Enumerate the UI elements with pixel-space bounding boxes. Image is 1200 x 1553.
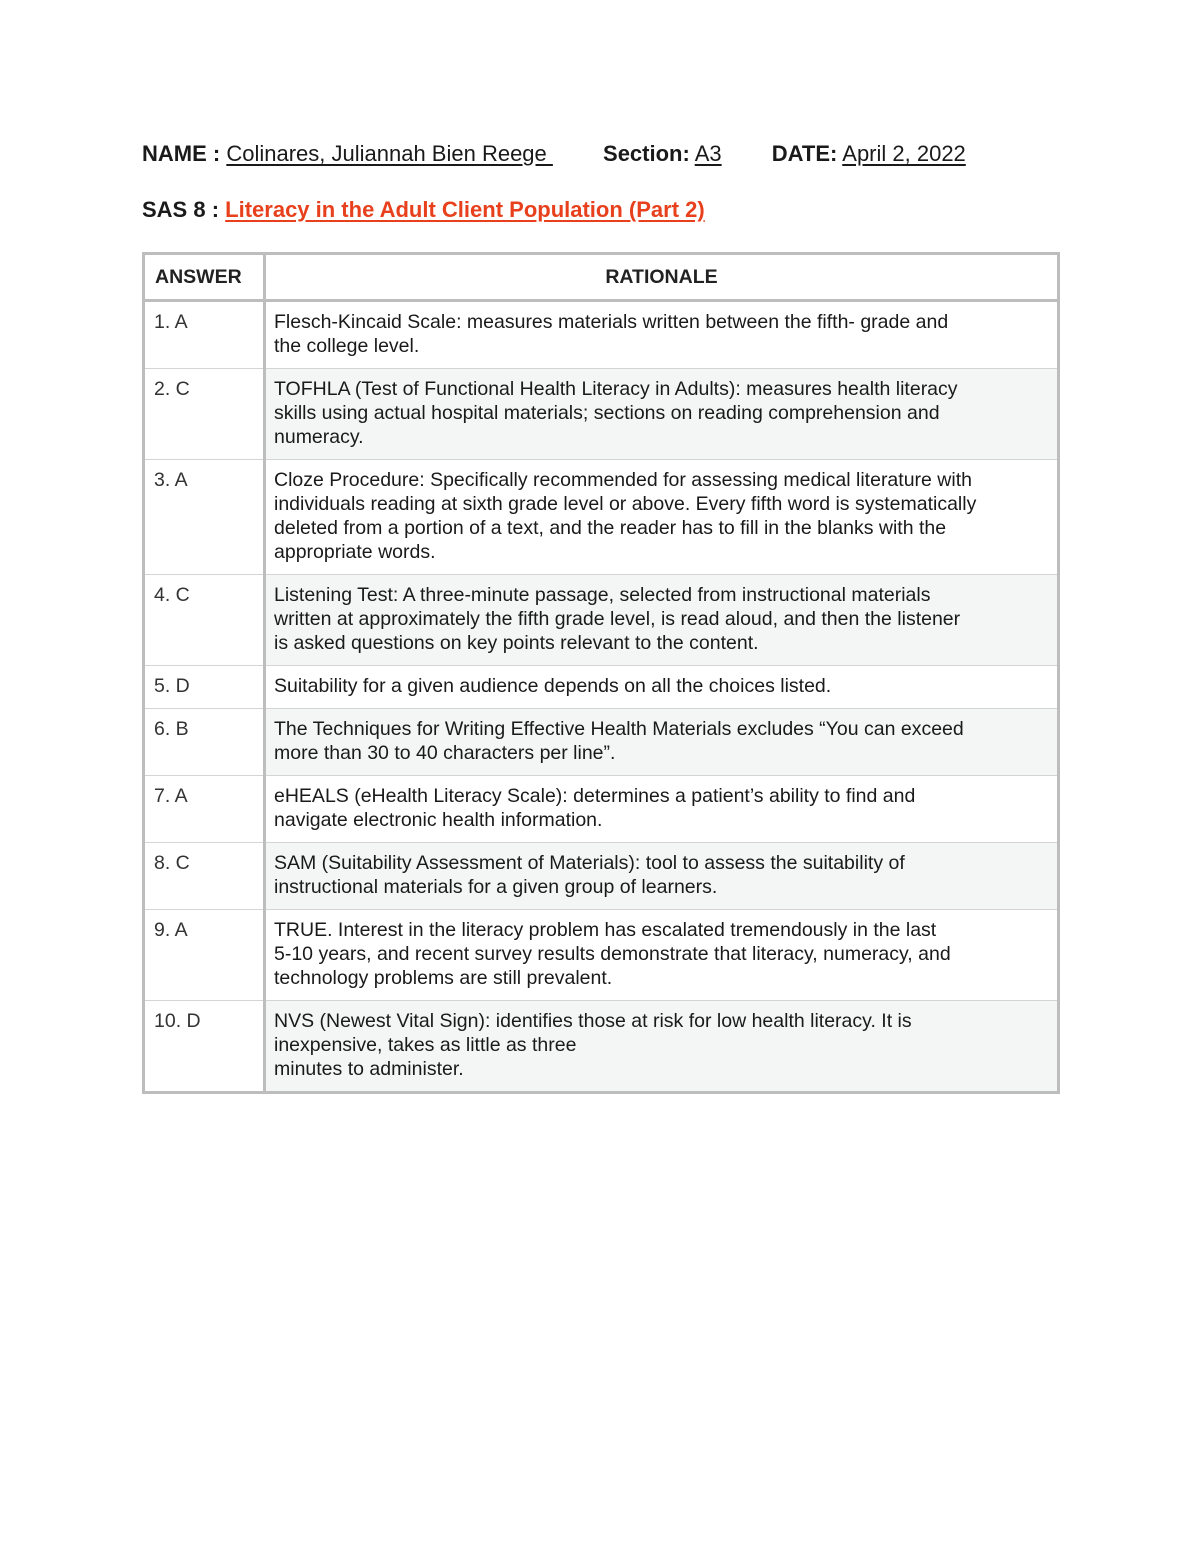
sas-title-line bbox=[142, 196, 705, 224]
rationale-cell bbox=[265, 709, 1059, 776]
answer-cell: 5. D bbox=[144, 666, 265, 709]
table-row bbox=[144, 910, 1059, 1001]
rationale-cell bbox=[265, 301, 1059, 369]
rationale-line: instructional materials for a given group of learners. bbox=[274, 876, 718, 898]
rationale-cell bbox=[265, 369, 1059, 460]
answer-cell: 2. C bbox=[144, 369, 265, 460]
rationale-line: more than 30 to 40 characters per line”. bbox=[274, 742, 616, 764]
table-row bbox=[144, 776, 1059, 843]
answer-table bbox=[142, 252, 1060, 1094]
answer-cell: 1. A bbox=[144, 301, 265, 369]
rationale-line: inexpensive, takes as little as three bbox=[274, 1034, 577, 1056]
rationale-cell bbox=[265, 843, 1059, 910]
answer-cell: 10. D bbox=[144, 1001, 265, 1093]
rationale-cell bbox=[265, 575, 1059, 666]
table-row bbox=[144, 369, 1059, 460]
answer-cell: 9. A bbox=[144, 910, 265, 1001]
rationale-column-header: RATIONALE bbox=[265, 254, 1059, 301]
rationale-line: eHEALS (eHealth Literacy Scale): determines a patient’s ability to find and bbox=[274, 785, 916, 807]
rationale-line: 5-10 years, and recent survey results demonstrate that literacy, numeracy, and bbox=[274, 943, 951, 965]
table-row bbox=[144, 1001, 1059, 1093]
rationale-cell bbox=[265, 666, 1059, 709]
answer-column-header: ANSWER bbox=[144, 254, 265, 301]
answer-cell: 7. A bbox=[144, 776, 265, 843]
rationale-line: Cloze Procedure: Specifically recommended for assessing medical literature with bbox=[274, 469, 972, 491]
section-value: A3 bbox=[694, 141, 722, 166]
rationale-line: NVS (Newest Vital Sign): identifies those at risk for low health literacy. It is bbox=[274, 1010, 912, 1032]
answer-cell: 8. C bbox=[144, 843, 265, 910]
table-row bbox=[144, 843, 1059, 910]
rationale-line: appropriate words. bbox=[274, 541, 436, 563]
rationale-line: Suitability for a given audience depends on all the choices listed. bbox=[274, 675, 832, 697]
rationale-line: individuals reading at sixth grade level or above. Every fifth word is systematically bbox=[274, 493, 977, 515]
rationale-line: Flesch-Kincaid Scale: measures materials written between the fifth- grade and bbox=[274, 311, 949, 333]
section-label: Section: bbox=[603, 141, 690, 166]
rationale-line: numeracy. bbox=[274, 426, 364, 448]
table-row bbox=[144, 666, 1059, 709]
answer-cell: 6. B bbox=[144, 709, 265, 776]
rationale-line: minutes to administer. bbox=[274, 1058, 464, 1080]
rationale-line: is asked questions on key points relevant to the content. bbox=[274, 632, 759, 654]
rationale-cell bbox=[265, 1001, 1059, 1093]
rationale-line: the college level. bbox=[274, 335, 420, 357]
date-value: April 2, 2022 bbox=[842, 141, 966, 166]
rationale-line: deleted from a portion of a text, and the reader has to fill in the blanks with the bbox=[274, 517, 947, 539]
sas-title: Literacy in the Adult Client Population (Part 2) bbox=[225, 197, 705, 222]
name-value: Colinares, Juliannah Bien Reege bbox=[226, 141, 553, 166]
table-row bbox=[144, 460, 1059, 575]
table-row bbox=[144, 575, 1059, 666]
answer-cell: 4. C bbox=[144, 575, 265, 666]
rationale-line: TRUE. Interest in the literacy problem has escalated tremendously in the last bbox=[274, 919, 937, 941]
answer-cell: 3. A bbox=[144, 460, 265, 575]
rationale-line: written at approximately the fifth grade level, is read aloud, and then the listener bbox=[274, 608, 961, 630]
sas-label: SAS 8 : bbox=[142, 197, 220, 222]
table-header-row bbox=[144, 254, 1059, 301]
rationale-line: skills using actual hospital materials; sections on reading comprehension and bbox=[274, 402, 940, 424]
rationale-line: TOFHLA (Test of Functional Health Literacy in Adults): measures health literacy bbox=[274, 378, 958, 400]
rationale-cell bbox=[265, 910, 1059, 1001]
answer-rows bbox=[144, 301, 1059, 1093]
rationale-line: technology problems are still prevalent. bbox=[274, 967, 613, 989]
rationale-line: SAM (Suitability Assessment of Materials): tool to assess the suitability of bbox=[274, 852, 905, 874]
rationale-cell bbox=[265, 776, 1059, 843]
name-label: NAME : bbox=[142, 141, 221, 166]
rationale-line: Listening Test: A three-minute passage, selected from instructional materials bbox=[274, 584, 931, 606]
student-info-line bbox=[142, 140, 966, 168]
rationale-line: navigate electronic health information. bbox=[274, 809, 603, 831]
table-row bbox=[144, 301, 1059, 369]
rationale-cell bbox=[265, 460, 1059, 575]
rationale-line: The Techniques for Writing Effective Health Materials excludes “You can exceed bbox=[274, 718, 964, 740]
date-label: DATE: bbox=[771, 141, 838, 166]
table-row bbox=[144, 709, 1059, 776]
